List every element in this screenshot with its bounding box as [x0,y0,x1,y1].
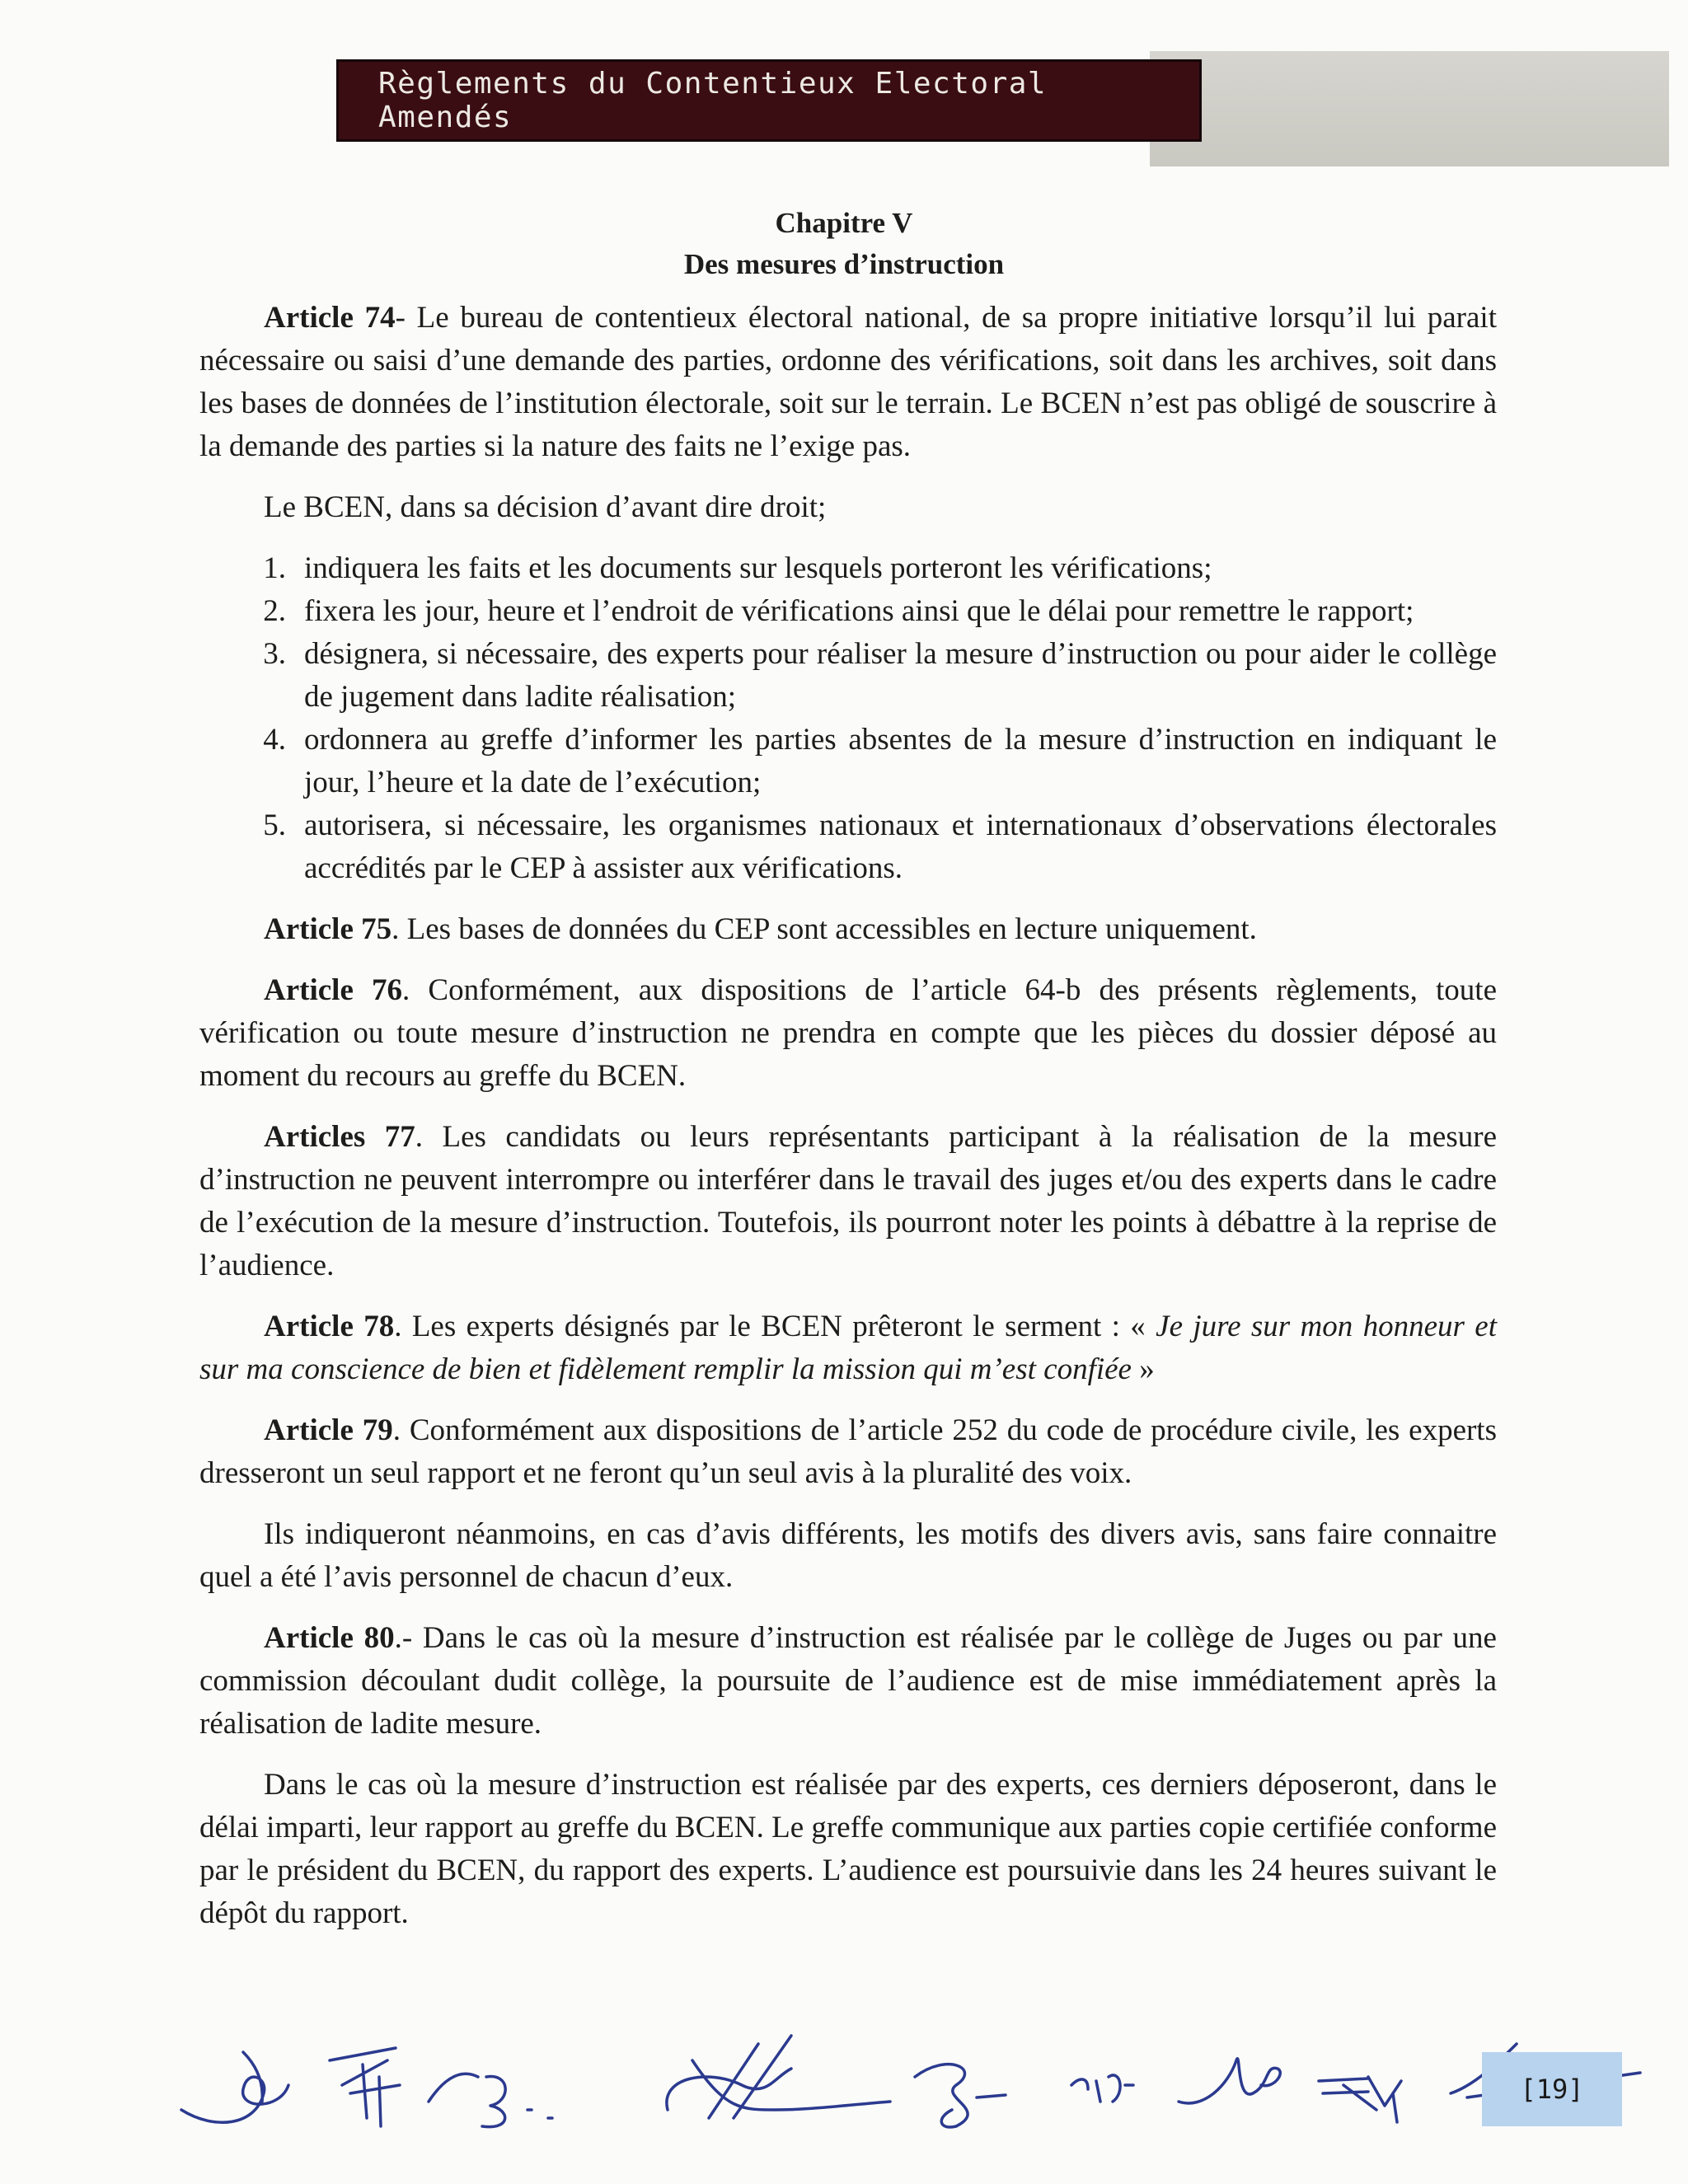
numbered-list [199,547,1497,890]
page-number: [19] [1520,2074,1584,2105]
article-text: Le bureau de contentieux électoral national, de sa propre initiative lorsqu’il lui parait nécessaire ou saisi d’une demande des parties, ordonne des vérifications, soit dans les archives, soit dans les bases de données de l’institution électorale, soit sur le terrain. Le BCEN n’est pas obligé de souscrire à la demande des parties si la nature des faits ne l’exige pas. [199,301,1497,463]
article-75: Article 75. Les bases de données du CEP sont accessibles en lecture uniquement. [264,912,1257,946]
signature-5 [915,2064,1006,2127]
list-item: 1. indiquera les faits et les documents sur lesquels porteront les vérifications; [263,551,1212,585]
page-number-box [1482,2052,1622,2126]
list-item: 3. désignera, si nécessaire, des experts pour réaliser la mesure d’instruction ou pour aider le collège de jugement dans ladite réalisation; [263,637,1497,714]
document-header-bar [336,59,1202,142]
document-header-title: Règlements du Contentieux Electoral Amendés [378,67,1048,134]
chapter-number: Chapitre V [775,207,913,239]
oath-quote: Je jure sur mon honneur et sur ma conscience de bien et fidèlement remplir la mission qui m’est confiée [199,1310,1497,1386]
signature-4 [667,2036,890,2118]
article-77: Articles 77. Les candidats ou leurs représentants participant à la réalisation de la mesure d’instruction ne peuvent interrompre ou interférer dans le travail des juges et/ou des experts dans le cadre de l’exécution de la mesure d’instruction. Toutefois, ils pourront noter les points à débattre à la reprise de l’audience. [199,1120,1497,1282]
article-76: Article 76. Conformément, aux dispositions de l’article 64-b des présents règlements, toute vérification ou toute mesure d’instruction ne prendra en compte que les pièces du dossier déposé au moment du recours au greffe du BCEN. [199,973,1498,1093]
chapter-title: Des mesures d’instruction [683,248,1005,280]
signature-1 [181,2052,288,2122]
article-79-continued: Ils indiqueront néanmoins, en cas d’avis différents, les motifs des divers avis, sans faire connaitre quel a été l’avis personnel de chacun d’eux. [199,1517,1497,1594]
article-80-continued: Dans le cas où la mesure d’instruction est réalisée par des experts, ces derniers déposeront, dans le délai imparti, leur rapport au greffe du BCEN. Le greffe communique aux parties copie certifiée conforme par le président du BCEN, du rapport des experts. L’audience est poursuivie dans les 24 heures suivant le dépôt du rapport. [199,1768,1497,1930]
article-80: Article 80.- Dans le cas où la mesure d’instruction est réalisée par le collège de Juges ou par une commission découlant dudit collège, la poursuite de l’audience est de mise immédiatement après la réalisation de ladite mesure. [199,1621,1497,1741]
list-item: 4. ordonnera au greffe d’informer les parties absentes de la mesure d’instruction en indiquant le jour, l’heure et la date de l’exécution; [263,723,1497,799]
article-79: Article 79. Conformément aux dispositions de l’article 252 du code de procédure civile, les experts dresseront un seul rapport et ne feront qu’un seul avis à la pluralité des voix. [199,1413,1497,1490]
header-shade-decoration [1150,51,1669,166]
article-78: Article 78. Les experts désignés par le BCEN prêteront le serment : « Je jure sur mon honneur et sur ma conscience de bien et fidèlement remplir la mission qui m’est confiée » [199,1310,1497,1386]
article-label: Article 74 [264,301,396,335]
signature-7 [1179,2059,1280,2103]
list-item: 5. autorisera, si nécessaire, les organismes nationaux et internationaux d’observations électorales accrédités par le CEP à assister aux vérifications. [263,808,1497,885]
list-intro: Le BCEN, dans sa décision d’avant dire droit; [264,490,827,524]
signature-2 [330,2048,400,2126]
signature-6 [1071,2075,1133,2102]
signature-3 [429,2074,552,2126]
list-item: 2. fixera les jour, heure et l’endroit de vérifications ainsi que le délai pour remettre le rapport; [263,594,1414,628]
document-body [199,297,1497,1953]
signatures-row [165,1986,1673,2151]
article-74: Article 74- Le bureau de contentieux électoral national, de sa propre initiative lorsqu’il lui parait nécessaire ou saisi d’une demande des parties, ordonne des vérifications, soit dans les archives, soit dans les bases de données de l’institution électorale, soit sur le terrain. Le BCEN n’est pas obligé de souscrire à la demande des parties si la nature des faits ne l’exige pas. [199,301,1497,463]
chapter-heading [0,203,1688,285]
signature-8 [1319,2077,1401,2122]
